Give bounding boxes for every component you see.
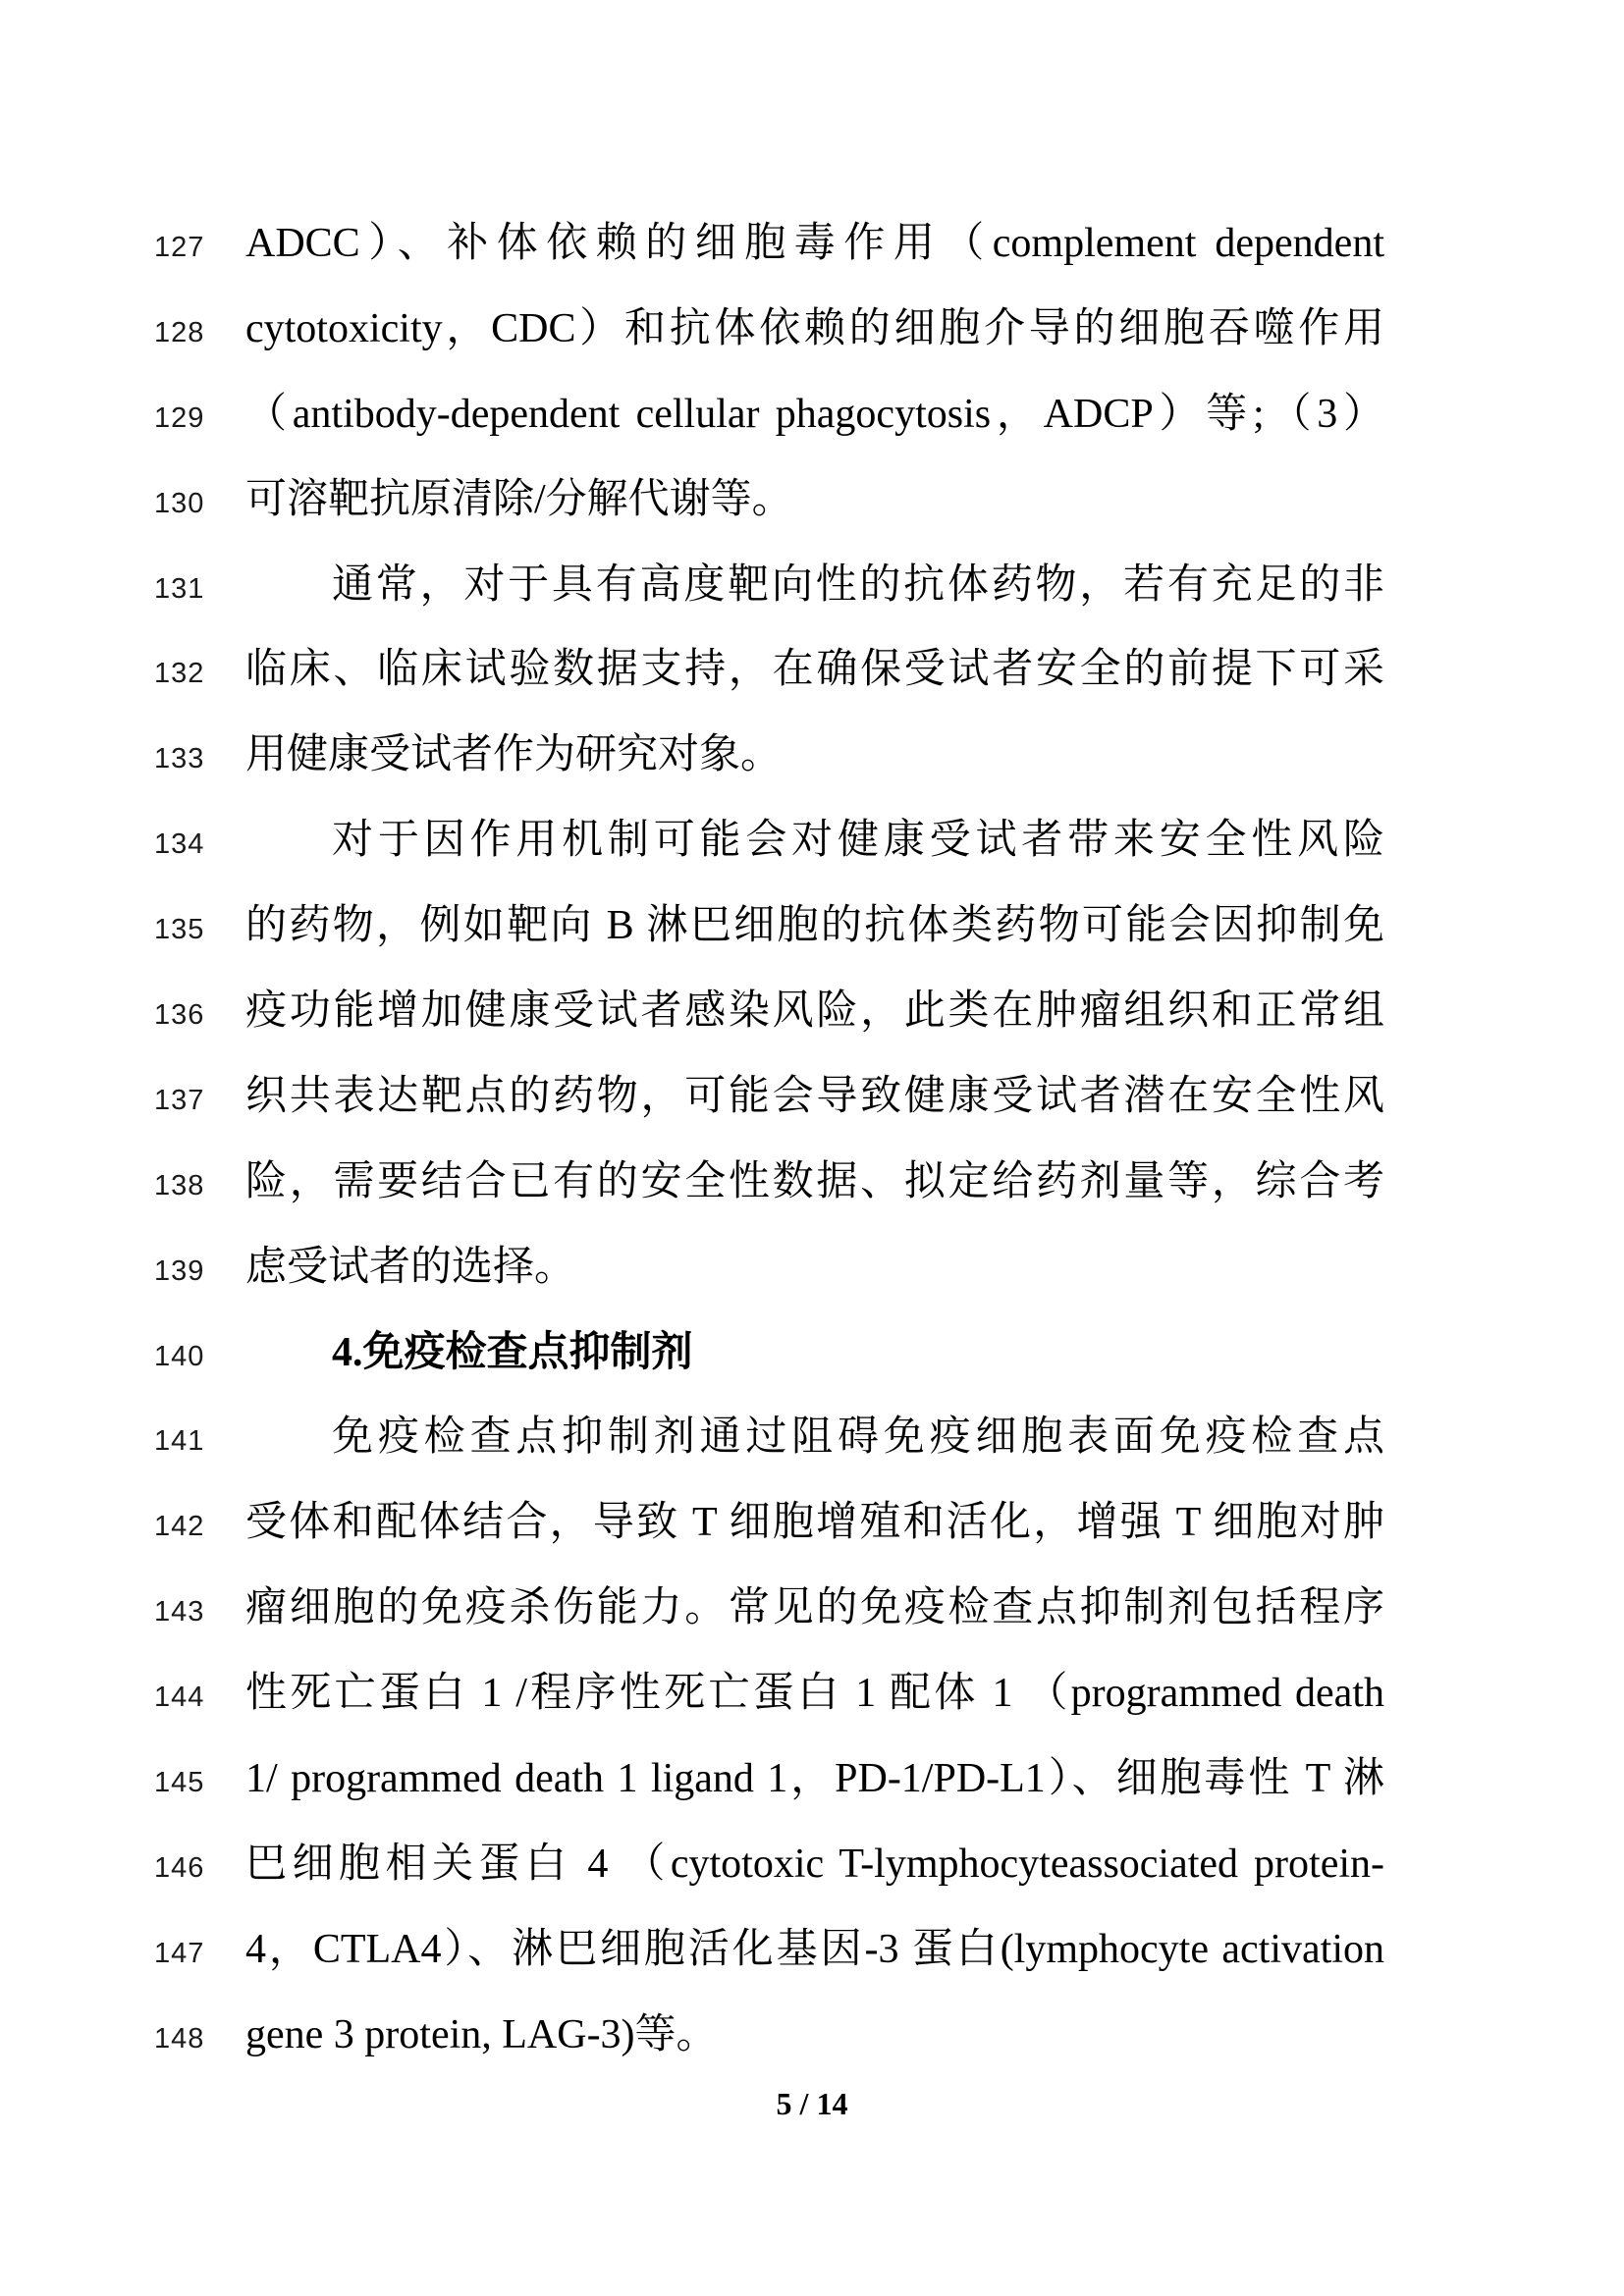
line-row xyxy=(0,1651,1624,1736)
line-number: 145 xyxy=(154,1767,205,1799)
line-text: ADCC）、补体依赖的细胞毒作用（complement dependent xyxy=(245,221,1384,266)
line-row xyxy=(0,287,1624,372)
line-text: 可溶靶抗原清除/分解代谢等。 xyxy=(245,476,793,522)
line-row xyxy=(0,1054,1624,1140)
line-text: 4.免疫检查点抑制剂 xyxy=(332,1329,693,1375)
line-text: 性死亡蛋白 1 /程序性死亡蛋白 1 配体 1 （programmed death xyxy=(245,1671,1384,1717)
line-row xyxy=(0,543,1624,628)
line-row xyxy=(0,627,1624,713)
line-number: 132 xyxy=(154,658,205,690)
line-number: 139 xyxy=(154,1255,205,1287)
line-row xyxy=(0,1907,1624,1993)
line-row xyxy=(0,457,1624,543)
line-row xyxy=(0,201,1624,287)
line-text: 免疫检查点抑制剂通过阻碍免疫细胞表面免疫检查点 xyxy=(332,1415,1384,1461)
line-number: 142 xyxy=(154,1511,205,1543)
line-text: 通常，对于具有高度靶向性的抗体药物，若有充足的非 xyxy=(332,561,1384,608)
line-number: 146 xyxy=(154,1851,205,1884)
line-row xyxy=(0,1993,1624,2078)
line-number: 133 xyxy=(154,743,205,775)
line-text: 巴细胞相关蛋白 4 （cytotoxic T-lymphocyteassociated protein- xyxy=(245,1841,1384,1887)
line-text: 用健康受试者作为研究对象。 xyxy=(245,732,783,778)
line-row xyxy=(0,1140,1624,1225)
line-row xyxy=(0,1480,1624,1566)
line-row xyxy=(0,1822,1624,1907)
line-text: gene 3 protein, LAG-3)等。 xyxy=(245,2011,718,2057)
line-number: 137 xyxy=(154,1084,205,1116)
line-row xyxy=(0,1566,1624,1651)
line-number: 134 xyxy=(154,828,205,861)
line-row xyxy=(0,969,1624,1054)
line-number: 147 xyxy=(154,1937,205,1969)
line-text: 瘤细胞的免疫杀伤能力。常见的免疫检查点抑制剂包括程序 xyxy=(245,1585,1384,1631)
line-text: 临床、临床试验数据支持，在确保受试者安全的前提下可采 xyxy=(245,647,1384,693)
line-row xyxy=(0,798,1624,883)
line-number: 140 xyxy=(154,1340,205,1372)
line-text: 织共表达靶点的药物，可能会导致健康受试者潜在安全性风 xyxy=(245,1073,1384,1119)
page-number-indicator: 5 / 14 xyxy=(776,2086,848,2121)
line-number: 136 xyxy=(154,999,205,1032)
line-number: 141 xyxy=(154,1425,205,1458)
line-number: 143 xyxy=(154,1596,205,1629)
line-row xyxy=(0,1310,1624,1396)
line-number: 130 xyxy=(154,487,205,519)
line-number: 144 xyxy=(154,1682,205,1714)
line-number: 131 xyxy=(154,572,205,605)
line-text: 对于因作用机制可能会对健康受试者带来安全性风险 xyxy=(332,818,1384,864)
line-text: 受体和配体结合，导致 T 细胞增殖和活化，增强 T 细胞对肿 xyxy=(245,1500,1384,1546)
line-row xyxy=(0,1225,1624,1310)
line-row xyxy=(0,883,1624,969)
line-row xyxy=(0,372,1624,457)
line-text: 虑受试者的选择。 xyxy=(245,1244,576,1290)
line-text: 4，CTLA4）、淋巴细胞活化基因-3 蛋白(lymphocyte activation xyxy=(245,1926,1384,1972)
line-text: 险，需要结合已有的安全性数据、拟定给药剂量等，综合考 xyxy=(245,1158,1384,1204)
document-body xyxy=(0,201,1624,2078)
line-number: 129 xyxy=(154,401,205,434)
line-number: 135 xyxy=(154,914,205,946)
line-row xyxy=(0,1395,1624,1480)
line-text: 疫功能增加健康受试者感染风险，此类在肿瘤组织和正常组 xyxy=(245,988,1384,1035)
line-number: 148 xyxy=(154,2022,205,2055)
line-number: 128 xyxy=(154,316,205,348)
line-number: 138 xyxy=(154,1169,205,1201)
line-number: 127 xyxy=(154,232,205,263)
line-row xyxy=(0,1736,1624,1822)
line-row xyxy=(0,713,1624,798)
line-text: 的药物，例如靶向 B 淋巴细胞的抗体类药物可能会因抑制免 xyxy=(245,903,1384,949)
line-text: 1/ programmed death 1 ligand 1，PD-1/PD-L1）、细胞毒性 T 淋 xyxy=(245,1756,1384,1802)
line-text: cytotoxicity，CDC）和抗体依赖的细胞介导的细胞吞噬作用 xyxy=(245,305,1384,351)
line-text: （antibody-dependent cellular phagocytosis，ADCP）等;（3） xyxy=(245,391,1384,437)
